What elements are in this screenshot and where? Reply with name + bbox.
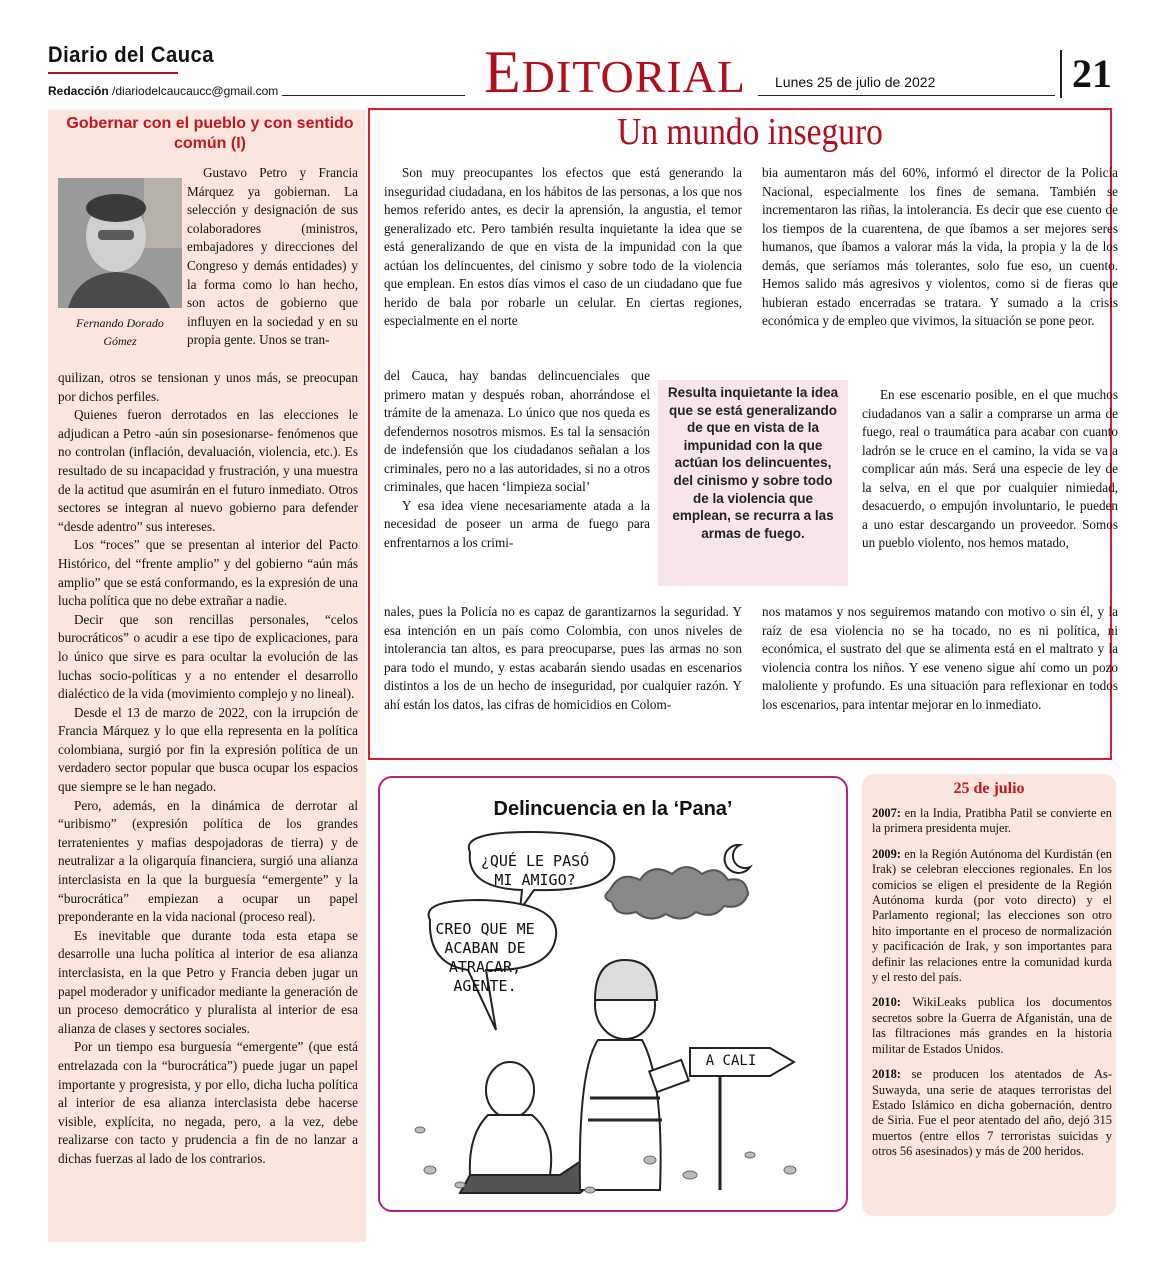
editorial-block-c [384, 603, 742, 714]
author-portrait-icon [58, 178, 182, 308]
section-title-initial: E [484, 39, 522, 105]
efemerides-year: 2010: [872, 995, 901, 1010]
editorial-paragraph: bia aumentaron más del 60%, informó el director de la Policía Nacional, especialmente los fines de semana. También se incrementaron las riñas, la intolerancia. Es decir que ese cuento de los tiempos de la cuarentena, de que íbamos a ser mejores seres humanos, que íbamos a valorar más la vida, la propia y la de los demás, que seríamos más tolerantes, solo fue eso, un cuento. Hemos salido más agresivos y violentos, como si de fieras que hubieran estado encerradas se tratara. Y sumado a la crisis económica y de empleo que vivimos, la situación se pone peor. [762, 165, 1118, 328]
officer-body [580, 1040, 661, 1190]
cartoon-illustration [390, 830, 840, 1200]
efemerides-text: en la Región Autónoma del Kurdistán (en Irak) se celebran elecciones regionales. En los comicios se eligen el presidente de la Región Autónoma kurda (por voto directo) y el Parlamento regional; las elecciones son otro hito importante en el proceso de normalización y pacificación de Irak, y son importantes para definir las relaciones entre la comunidad kurda y el resto del país. [872, 846, 1112, 985]
author-name-line2: Gómez [103, 334, 137, 348]
editorial-block-d [762, 164, 1118, 331]
author-name-line1: Fernando Dorado [76, 316, 164, 330]
efemerides-year: 2009: [872, 846, 901, 861]
signpost-text: A CALI [705, 1053, 757, 1069]
author-photo [58, 178, 182, 308]
masthead-rule-left [282, 95, 465, 96]
opinion-paragraph: Desde el 13 de marzo de 2022, con la irrupción de Francia Márquez y lo que ella representa en la política colombiana, surgió por fin la expresión política de un verdadero sector popular que busca ocupar los espacios que siempre se le han negado. [58, 704, 358, 795]
editorial-headline: Un mundo inseguro [617, 111, 883, 153]
editorial-block-f [762, 603, 1118, 714]
moon-icon [725, 845, 750, 873]
newspaper-logo: Diario del Cauca [48, 42, 214, 67]
efemerides-year: 2018: [872, 1067, 901, 1082]
opinion-column-title: Gobernar con el pueblo y con sentido común (I) [66, 115, 354, 152]
section-title [484, 39, 746, 107]
speech-bubble-officer-text: ¿QUÉ LE PASÓ MI AMIGO? [480, 852, 590, 889]
opinion-paragraph: quilizan, otros se tensionan y unos más, se preocupan por dichos perfiles. [58, 370, 358, 404]
opinion-paragraph: Decir que son rencillas personales, “celos burocráticos” o acudir a ese tipo de explicaciones, para lo único que sirve es para ocultar la evolución de las luchas socio-políticas y a no entender el desarrollo dialéctico de la vida (movimiento complejo y no lineal). [58, 611, 358, 702]
victim-head [486, 1062, 534, 1118]
page-number-divider [1060, 50, 1062, 98]
opinion-paragraph: Gustavo Petro y Francia Márquez ya gobiernan. La selección y designación de sus colaboradores (ministros, embajadores y direcciones del Congreso y demás entidades) y la forma como lo han hecho, son actos de gobierno que influyen en la sociedad y en su propia gente. Unos se tran- [187, 165, 358, 348]
logo-underline [48, 72, 178, 74]
cartoon-title: Delincuencia en la ‘Pana’ [493, 798, 733, 820]
editorial-paragraph: nales, pues la Policía no es capaz de garantizarnos la seguridad. Y esa intención en un país como Colombia, con unos niveles de intolerancia tan altos, es para preocuparse, pues las armas no son para todo el mundo, y estas acabarán siendo usadas en escenarios distintos a los de un hecho de inseguridad, por cualquier razón. Y ahí están los datos, las cifras de homicidios en Colom- [384, 604, 742, 712]
section-title-rest: DITORIAL [521, 51, 746, 102]
officer-helmet [595, 960, 657, 1000]
notepad-icon [649, 1060, 688, 1092]
opinion-body [58, 369, 358, 1169]
editorial-paragraph: del Cauca, hay bandas delincuenciales que primero matan y después roban, ahorrándose el trámite de la amenaza. Lo único que nos queda es defendernos nosotros mismos. Es tal la sensación de indefensión que los ciudadanos señalan a los criminales, pero no a las autoridades, si no a otros criminales, que hacen ‘limpieza social’ [384, 368, 650, 494]
efemerides-text: en la India, Pratibha Patil se convierte en la primera presidenta mujer. [872, 806, 1112, 836]
editorial-paragraph: nos matamos y nos seguiremos matando con motivo o sin él, y la raíz de esa violencia no se ha tocado, no es ni política, ni económica, el sustrato del que se alimenta está en el maltrato y la violencia contra los niños. Y ese veneno sigue ahí como un pozo maloliente y profundo. Es una situación para reflexionar en todos los escenarios, para intentar mejorar en lo inmediato. [762, 604, 1118, 712]
redaccion-line [48, 84, 278, 98]
efemerides-list [872, 806, 1112, 1170]
efemerides-item [872, 1067, 1112, 1159]
smoke-cloud-icon [605, 867, 748, 919]
opinion-intro [187, 164, 358, 350]
author-caption [58, 314, 182, 350]
speech-bubble-victim-text: CREO QUE ME ACABAN DE ATRACAR, AGENTE. [435, 920, 535, 995]
issue-date: Lunes 25 de julio de 2022 [775, 74, 936, 90]
efemerides-item [872, 847, 1112, 986]
efemerides-item [872, 995, 1112, 1057]
opinion-paragraph: Los “roces” que se presentan al interior del Pacto Histórico, del “frente amplio” y del gobierno “aún más amplio” que se está conformando, es la expresión de una lucha política que no debe extrañar a nadie. [58, 537, 358, 609]
efemerides-year: 2007: [872, 806, 901, 820]
opinion-paragraph: Es inevitable que durante toda esta etapa se desarrolle una lucha política al interior de esa alianza interclasista, en la que Petro y Francia deben jugar un papel moderador y unificador mediante la generación de un proceso democrático y pluralista al interior de esa alianza de clases y sectores sociales. [58, 927, 358, 1036]
editorial-block-b [384, 367, 650, 552]
editorial-pullquote: Resulta inquietante la idea que se está generalizando de que en vista de la impunidad con la que actúan los delincuentes, del cinismo y sobre todo de la violencia que emplean, se recurra a las armas de fuego. [658, 380, 848, 586]
masthead-rule-right [758, 95, 1055, 96]
opinion-paragraph: Pero, además, en la dinámica de derrotar al “uribismo” (expresión política de los grandes terratenientes y mafias despojadoras de tierra) y de neutralizar a la oligarquía financiera, surgió una alianza interclasista en la que la burguesía “emergente” y la “burocrática” empiezan a ocupar un papel preponderante en la vida nacional (proceso real). [58, 797, 358, 925]
efemerides-title: 25 de julio [953, 780, 1025, 797]
editorial-paragraph: Son muy preocupantes los efectos que está generando la inseguridad ciudadana, en los hábitos de las personas, a los que nos hemos referido antes, es decir la aprensión, la angustia, el temor generalizado etc. Pero también resulta inquietante la idea que se está generalizando de que en vista de la impunidad con la que actúan los delincuentes, del cinismo y sobre todo de la violencia que emplean. En estos días vimos el caso de un ciudadano que fue herido de bala por robarle un celular. En ciertas regiones, especialmente en el norte [384, 165, 742, 328]
editorial-paragraph: En ese escenario posible, en el que muchos ciudadanos van a salir a comprarse un arma de fuego, real o traumática para acabar con cuanto ladrón se le cruce en el camino, la vida se va a complicar aún más. Será una especie de ley de la selva, en el que por cualquier nimiedad, desacuerdo, o empujón involuntario, le pueden a uno estar descargando un proveedor. Somos un pueblo violento, nos hemos matado, [862, 387, 1118, 550]
editorial-block-e [862, 386, 1118, 553]
redaccion-email: /diariodelcaucaucc@gmail.com [108, 84, 279, 98]
opinion-paragraph: Quienes fueron derrotados en las elecciones le adjudican a Petro -aún sin posesionarse- fenómenos que no controlan (inflación, devaluación, violencia, etc.). Es resultado de su incapacidad y frustración, y una muestra de la actitud que asumirán en el futuro inmediato. Otros sectores se integran al nuevo gobierno para defender “desde adentro” sus intereses. [58, 407, 358, 534]
efemerides-item [872, 806, 1112, 837]
efemerides-text: se producen los atentados de As-Suwayda, una serie de ataques terroristas del Estado Islámico en dicha gobernación, dentro de Siria. Fue el peor atentado del año, dejó 315 muertos (entre ellos 7 terroristas suicidas y otros 56 asesinados) y más de 200 heridos. [872, 1067, 1112, 1159]
editorial-paragraph: Y esa idea viene necesariamente atada a la necesidad de poseer un arma de fuego para enfrentarnos a los crimi- [384, 497, 650, 550]
efemerides-text: WikiLeaks publica los documentos secretos sobre la Guerra de Afganistán, una de las filtraciones más grandes en la historia militar de Estados Unidos. [872, 995, 1112, 1056]
opinion-paragraph: Por un tiempo esa burguesía “emergente” (que está entrelazada con la “burocrática”) puede jugar un papel importante y progresista, y por ello, dicha lucha política al interior de esa alianza interclasista debe hacerse visible, explícita, no negada, pero, a la vez, debe realizarse con tacto y prudencia a fin de no lanzar a dichas fuerzas al lado de los contrarios. [58, 1039, 358, 1166]
page-number: 21 [1072, 51, 1112, 96]
editorial-block-a [384, 164, 742, 331]
redaccion-label: Redacción [48, 84, 109, 98]
victim-body [470, 1115, 551, 1175]
